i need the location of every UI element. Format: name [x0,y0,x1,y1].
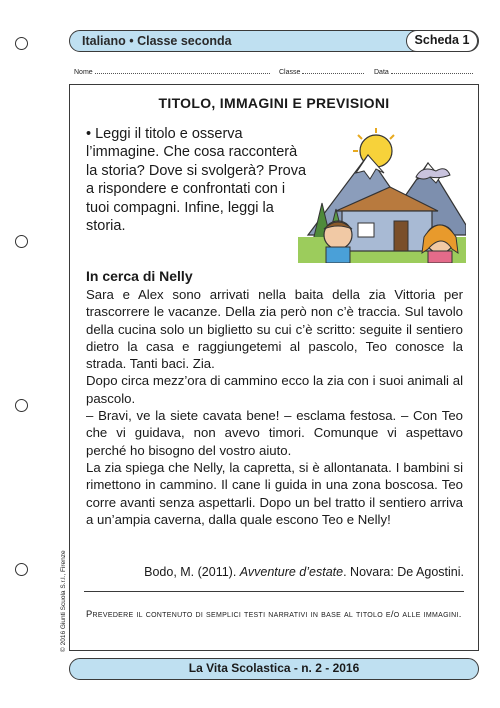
subject-label: Italiano • Classe seconda [82,34,232,48]
story-text [86,286,463,528]
binder-hole [15,235,28,248]
citation: Bodo, M. (2011). Avventure d’estate. Novara: De Agostini. [144,565,464,579]
worksheet-frame [69,84,479,651]
binder-hole [15,37,28,50]
story-paragraph: La zia spiega che Nelly, la capretta, si è allontanata. I bambini si rimettono in cammino. Il cane li guida in una zona boscosa. Teo corre avanti senza aspettarli. Dopo un bel tratto il sentiero arriva a un’ampia caverna, dalla quale escono Teo e Nelly! [86,459,463,527]
header-band [69,30,479,52]
instruction-text: • Leggi il titolo e osserva l’immagine. Che cosa racconterà la storia? Dove si svolgerà? Prova a rispondere e confrontati con i tuoi compagni. Infine, leggi la storia. [86,126,307,235]
divider [84,591,464,592]
story-paragraph: – Bravi, ve la siete cavata bene! – esclama festosa. – Con Teo che vi guidava, non avevo timori. Comunque vi aspettavo perché ho bisogno del vostro aiuto. [86,408,463,458]
date-label: Data [374,69,389,76]
name-label: Nome [74,69,93,76]
copyright-note: © 2016 Giunti Scuola S.r.l., Firenze [60,550,67,652]
sheet-label: Scheda 1 [406,30,478,52]
binder-hole [15,399,28,412]
class-label: Classe [279,69,301,76]
footer-band: La Vita Scolastica - n. 2 - 2016 [69,658,479,680]
learning-objective: Prevedere il contenuto di semplici testi narrativi in base al titolo e/o alle immagini. [86,608,462,619]
binder-hole [15,563,28,576]
mountain-house-illustration [298,125,466,263]
story-heading: In cerca di Nelly [86,268,193,284]
story-paragraph: Dopo circa mezz’ora di cammino ecco la zia con i suoi animali al pascolo. [86,373,463,406]
page-title: TITOLO, IMMAGINI E PREVISIONI [158,95,390,111]
story-paragraph: Sara e Alex sono arrivati nella baita della zia Vittoria per trascorrere le vacanze. Della zia però non c’è traccia. Sul tavolo della cucina solo un biglietto su cui c’è scritto: seguite il sentiero dietro la casa e raggiungetemi al pascolo, Teo conosce la strada. Tanti baci. Zia. [86,287,463,372]
